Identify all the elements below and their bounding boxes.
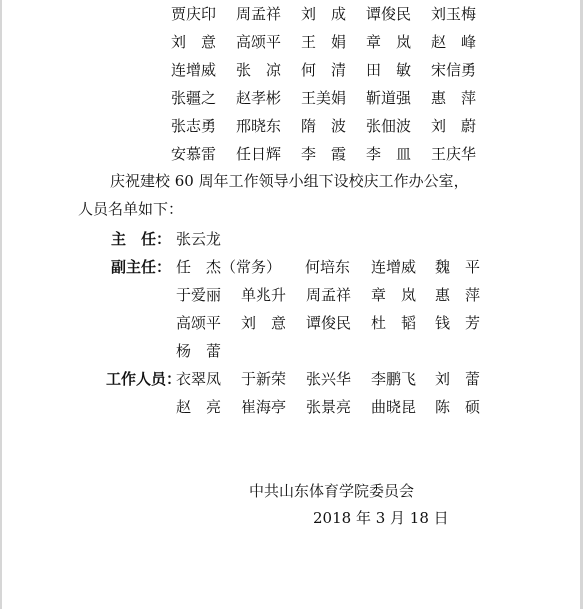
deputy-name: 何培东 bbox=[305, 258, 351, 276]
deputy-name: 章 岚 bbox=[371, 286, 417, 304]
signature-date: 2018 年 3 月 18 日 bbox=[313, 509, 449, 527]
notice-paragraph-line-1: 庆祝建校 60 周年工作领导小组下设校庆工作办公室， bbox=[110, 172, 469, 190]
deputy-name: 单兆升 bbox=[241, 286, 287, 304]
member-name: 刘 成 bbox=[301, 5, 347, 23]
member-name: 邢晓东 bbox=[236, 117, 282, 135]
staff-name: 曲晓昆 bbox=[371, 398, 417, 416]
member-name: 田 敏 bbox=[366, 61, 412, 79]
deputy-name: 杜 韬 bbox=[371, 314, 417, 332]
deputy-name: 周孟祥 bbox=[306, 286, 352, 304]
member-name: 刘 蔚 bbox=[431, 117, 477, 135]
member-name: 张 凉 bbox=[236, 61, 282, 79]
staff-name: 陈 硕 bbox=[435, 398, 481, 416]
member-name: 惠 萍 bbox=[431, 89, 477, 107]
member-name: 周孟祥 bbox=[236, 5, 282, 23]
deputy-name: 高颂平 bbox=[176, 314, 222, 332]
member-name: 刘玉梅 bbox=[431, 5, 477, 23]
member-name: 王 娟 bbox=[301, 33, 347, 51]
deputy-name: 钱 芳 bbox=[435, 314, 481, 332]
member-name: 李 霞 bbox=[301, 145, 347, 163]
member-name: 张疆之 bbox=[171, 89, 217, 107]
member-name: 王美娟 bbox=[301, 89, 347, 107]
member-name: 贾庆印 bbox=[171, 5, 217, 23]
staff-name: 赵 亮 bbox=[176, 398, 222, 416]
notice-paragraph-line-2: 人员名单如下： bbox=[78, 200, 184, 218]
member-name: 高颂平 bbox=[236, 33, 282, 51]
director-name: 张云龙 bbox=[176, 230, 222, 248]
member-name: 赵孝彬 bbox=[236, 89, 282, 107]
signature-organization: 中共山东体育学院委员会 bbox=[249, 482, 415, 500]
member-name: 任日辉 bbox=[236, 145, 282, 163]
staff-name: 崔海亭 bbox=[241, 398, 287, 416]
member-name: 何 清 bbox=[301, 61, 347, 79]
director-label: 主 任： bbox=[111, 230, 172, 248]
deputy-name: 惠 萍 bbox=[435, 286, 481, 304]
member-name: 王庆华 bbox=[431, 145, 477, 163]
member-name: 赵 峰 bbox=[431, 33, 477, 51]
member-name: 刘 意 bbox=[171, 33, 217, 51]
staff-name: 衣翠凤 bbox=[176, 370, 222, 388]
deputy-name: 杨 蕾 bbox=[176, 342, 222, 360]
member-name: 张志勇 bbox=[171, 117, 217, 135]
staff-label: 工作人员： bbox=[106, 370, 182, 388]
member-name: 张佃波 bbox=[366, 117, 412, 135]
deputy-name: 魏 平 bbox=[435, 258, 481, 276]
member-name: 章 岚 bbox=[366, 33, 412, 51]
deputy-name: 谭俊民 bbox=[306, 314, 352, 332]
member-name: 隋 波 bbox=[301, 117, 347, 135]
member-name: 宋信勇 bbox=[431, 61, 477, 79]
deputy-name: 于爱丽 bbox=[176, 286, 222, 304]
member-name: 李 皿 bbox=[366, 145, 412, 163]
deputy-name: 连增威 bbox=[371, 258, 417, 276]
member-name: 连增威 bbox=[171, 61, 217, 79]
staff-name: 刘 蕾 bbox=[435, 370, 481, 388]
deputy-director-label: 副主任： bbox=[111, 258, 172, 276]
staff-name: 张兴华 bbox=[306, 370, 352, 388]
deputy-name: 刘 意 bbox=[241, 314, 287, 332]
staff-name: 张景亮 bbox=[306, 398, 352, 416]
staff-name: 李鹏飞 bbox=[371, 370, 417, 388]
member-name: 靳道强 bbox=[366, 89, 412, 107]
member-name: 安慕雷 bbox=[171, 145, 217, 163]
deputy-name: 任 杰（常务） bbox=[176, 258, 282, 276]
staff-name: 于新荣 bbox=[241, 370, 287, 388]
member-name: 谭俊民 bbox=[366, 5, 412, 23]
